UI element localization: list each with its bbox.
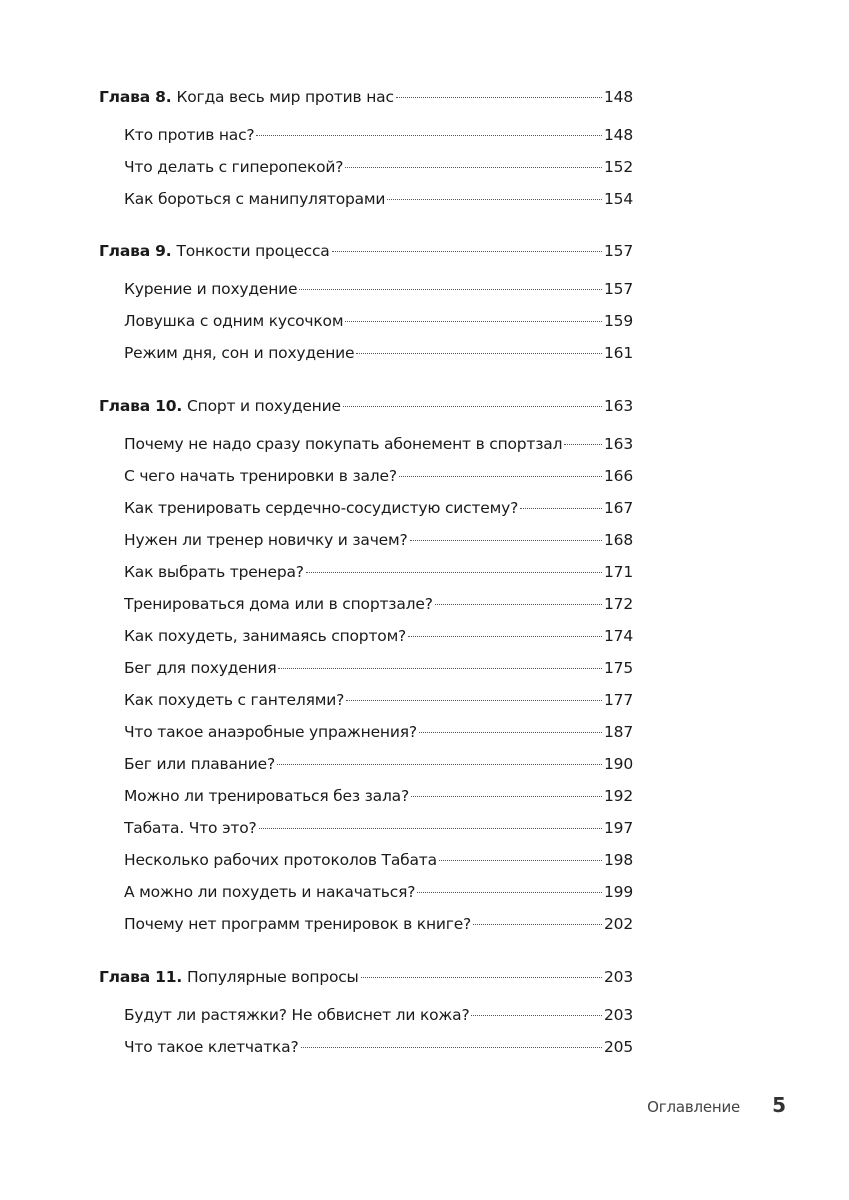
section-title: Тренироваться дома или в спортзале?	[124, 595, 433, 613]
section-title: Как выбрать тренера?	[124, 563, 304, 581]
section-entry-label	[124, 851, 437, 869]
section-title: С чего начать тренировки в зале?	[124, 467, 397, 485]
section-entry-label	[124, 1038, 299, 1056]
dot-leader	[332, 250, 602, 252]
section-entry-label	[124, 1006, 469, 1024]
chapter-entry-label	[99, 968, 359, 986]
section-entry-label	[124, 280, 297, 298]
chapter-page-number: 163	[604, 397, 633, 415]
chapter-entry	[99, 88, 633, 112]
section-entry-label	[124, 915, 471, 933]
dot-leader	[396, 96, 602, 98]
dot-leader	[345, 166, 602, 168]
chapter-number: Глава 8.	[99, 88, 172, 106]
section-title: Почему не надо сразу покупать абонемент в спортзал	[124, 435, 563, 453]
section-title: Можно ли тренироваться без зала?	[124, 787, 410, 805]
dot-leader	[410, 539, 602, 541]
section-entry	[124, 312, 633, 336]
page-footer	[647, 1093, 786, 1117]
section-entry	[124, 595, 633, 619]
section-entry-label	[124, 755, 275, 773]
dot-leader	[306, 571, 602, 573]
section-entry-label	[124, 627, 406, 645]
section-title: Как похудеть, занимаясь спортом?	[124, 627, 407, 645]
section-page-number: 175	[604, 659, 633, 677]
section-page-number: 197	[604, 819, 633, 837]
section-page-number: 148	[604, 126, 633, 144]
section-title: Будут ли растяжки? Не обвиснет ли кожа?	[124, 1006, 470, 1024]
chapter-title: Тонкости процесса	[176, 242, 330, 260]
section-entry	[124, 627, 633, 651]
chapter-entry-label	[99, 397, 341, 415]
section-entry-label	[124, 883, 415, 901]
section-entry	[124, 435, 633, 459]
section-title: Бег для похудения	[124, 659, 277, 677]
dot-leader	[419, 731, 602, 733]
section-title: Что делать с гиперопекой?	[124, 158, 344, 176]
chapter-title: Когда весь мир против нас	[176, 88, 394, 106]
section-entry-label	[124, 499, 518, 517]
section-page-number: 187	[604, 723, 633, 741]
section-title: Кто против нас?	[124, 126, 255, 144]
chapter-entry-label	[99, 88, 394, 106]
section-entry	[124, 1006, 633, 1030]
dot-leader	[345, 320, 602, 322]
dot-leader	[301, 1046, 602, 1048]
section-entry-label	[124, 190, 385, 208]
section-page-number: 192	[604, 787, 633, 805]
dot-leader	[399, 475, 602, 477]
section-entry-label	[124, 467, 397, 485]
section-title: Что такое клетчатка?	[124, 1038, 299, 1056]
section-page-number: 161	[604, 344, 633, 362]
section-entry	[124, 344, 633, 368]
section-page-number: 198	[604, 851, 633, 869]
section-entry	[124, 819, 633, 843]
section-entry-label	[124, 531, 408, 549]
section-page-number: 152	[604, 158, 633, 176]
chapter-page-number: 157	[604, 242, 633, 260]
section-title: Как тренировать сердечно-сосудистую систему?	[124, 499, 519, 517]
section-entry-label	[124, 659, 276, 677]
section-title: Почему нет программ тренировок в книге?	[124, 915, 472, 933]
chapter-number: Глава 9.	[99, 242, 172, 260]
section-page-number: 157	[604, 280, 633, 298]
dot-leader	[343, 405, 602, 407]
section-page-number: 154	[604, 190, 633, 208]
section-entry	[124, 883, 633, 907]
dot-leader	[471, 1014, 602, 1016]
section-title: Как похудеть с гантелями?	[124, 691, 345, 709]
section-entry	[124, 280, 633, 304]
section-page-number: 172	[604, 595, 633, 613]
chapter-number: Глава 10.	[99, 397, 183, 415]
section-entry-label	[124, 435, 562, 453]
section-entry	[124, 915, 633, 939]
section-entry-label	[124, 126, 254, 144]
dot-leader	[277, 763, 602, 765]
section-page-number: 167	[604, 499, 633, 517]
section-entry	[124, 499, 633, 523]
section-entry	[124, 1038, 633, 1062]
section-title: А можно ли похудеть и накачаться?	[124, 883, 416, 901]
section-page-number: 202	[604, 915, 633, 933]
section-title: Ловушка с одним кусочком	[124, 312, 344, 330]
chapter-page-number: 148	[604, 88, 633, 106]
dot-leader	[259, 827, 602, 829]
chapter-entry	[99, 397, 633, 421]
section-entry-label	[124, 723, 417, 741]
section-entry	[124, 723, 633, 747]
section-entry-label	[124, 312, 343, 330]
chapter-entry-label	[99, 242, 330, 260]
section-entry-label	[124, 819, 257, 837]
dot-leader	[520, 507, 602, 509]
section-page-number: 203	[604, 1006, 633, 1024]
dot-leader	[473, 923, 602, 925]
section-entry-label	[124, 344, 354, 362]
section-entry-label	[124, 158, 343, 176]
dot-leader	[439, 859, 602, 861]
section-page-number: 177	[604, 691, 633, 709]
section-entry	[124, 851, 633, 875]
dot-leader	[564, 443, 602, 445]
section-page-number: 168	[604, 531, 633, 549]
section-title: Как бороться с манипуляторами	[124, 190, 386, 208]
dot-leader	[411, 795, 602, 797]
section-entry	[124, 190, 633, 214]
section-entry-label	[124, 691, 344, 709]
section-entry	[124, 563, 633, 587]
section-entry	[124, 467, 633, 491]
chapter-entry	[99, 242, 633, 266]
section-page-number: 190	[604, 755, 633, 773]
section-page-number: 174	[604, 627, 633, 645]
section-title: Несколько рабочих протоколов Табата	[124, 851, 437, 869]
dot-leader	[299, 288, 602, 290]
section-title: Режим дня, сон и похудение	[124, 344, 355, 362]
dot-leader	[435, 603, 602, 605]
section-page-number: 163	[604, 435, 633, 453]
section-entry-label	[124, 563, 304, 581]
section-entry	[124, 531, 633, 555]
dot-leader	[361, 976, 602, 978]
dot-leader	[387, 198, 602, 200]
section-entry-label	[124, 787, 409, 805]
dot-leader	[346, 699, 602, 701]
section-page-number: 199	[604, 883, 633, 901]
dot-leader	[408, 635, 602, 637]
section-title: Нужен ли тренер новичку и зачем?	[124, 531, 408, 549]
chapter-entry	[99, 968, 633, 992]
section-title: Что такое анаэробные упражнения?	[124, 723, 417, 741]
dot-leader	[256, 134, 602, 136]
section-page-number: 205	[604, 1038, 633, 1056]
section-entry	[124, 158, 633, 182]
section-entry-label	[124, 595, 433, 613]
running-footer-title: Оглавление	[647, 1098, 741, 1116]
section-entry	[124, 126, 633, 150]
dot-leader	[417, 891, 602, 893]
chapter-number: Глава 11.	[99, 968, 183, 986]
section-page-number: 166	[604, 467, 633, 485]
chapter-title: Спорт и похудение	[187, 397, 341, 415]
section-page-number: 159	[604, 312, 633, 330]
section-title: Табата. Что это?	[124, 819, 257, 837]
section-entry	[124, 787, 633, 811]
section-title: Курение и похудение	[124, 280, 298, 298]
dot-leader	[278, 667, 602, 669]
page-number: 5	[772, 1093, 786, 1117]
section-entry	[124, 659, 633, 683]
section-page-number: 171	[604, 563, 633, 581]
chapter-page-number: 203	[604, 968, 633, 986]
chapter-title: Популярные вопросы	[187, 968, 359, 986]
dot-leader	[356, 352, 602, 354]
section-title: Бег или плавание?	[124, 755, 275, 773]
section-entry	[124, 755, 633, 779]
section-entry	[124, 691, 633, 715]
